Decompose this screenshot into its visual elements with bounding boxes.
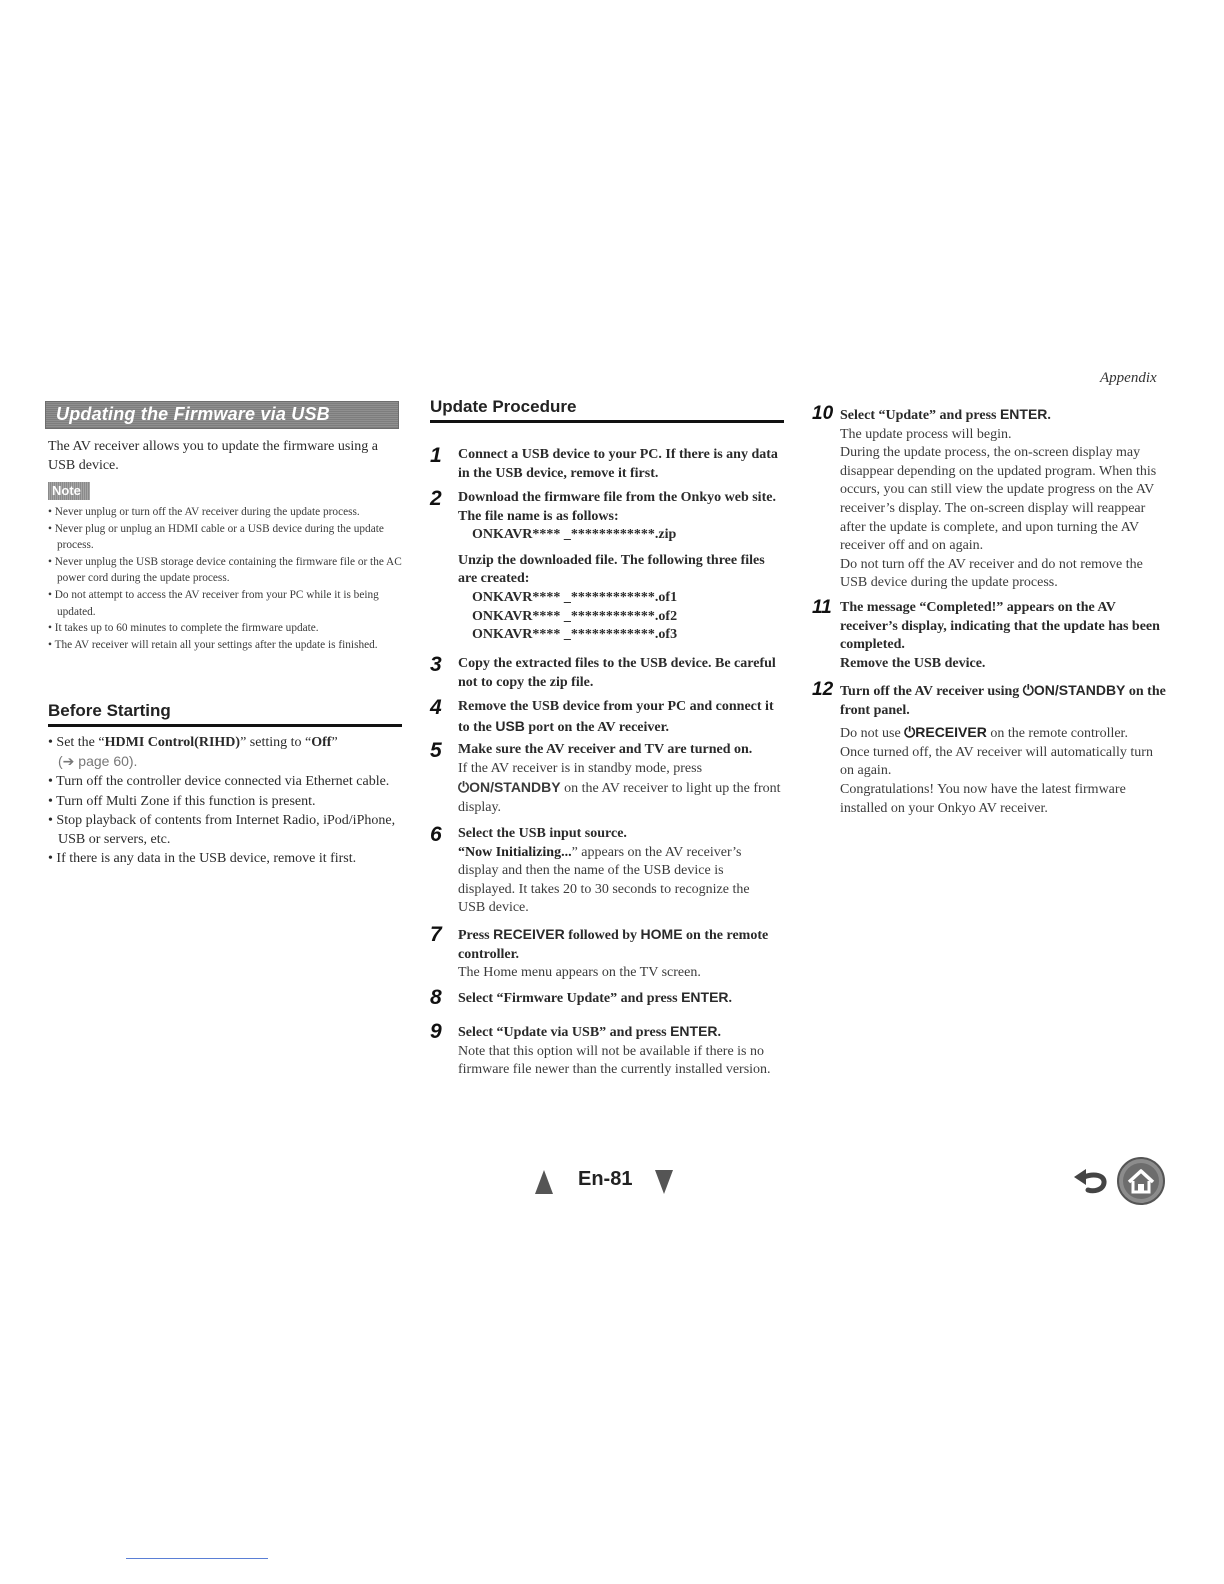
text: Select “Firmware Update” and press [458, 991, 682, 1006]
heading-rule [430, 420, 784, 423]
next-page-icon[interactable] [655, 1170, 673, 1194]
step-text: The Home menu appears on the TV screen. [458, 965, 701, 981]
heading-rule [48, 724, 402, 727]
text: . [728, 991, 733, 1006]
section-title: Updating the Firmware via USB [56, 404, 330, 424]
step-title [840, 405, 1168, 426]
step-title [840, 681, 1168, 720]
step-text [840, 723, 1168, 744]
notes-list [48, 504, 402, 653]
note-item: • It takes up to 60 minutes to complete the firmware update. [48, 622, 319, 635]
step-number: 11 [812, 597, 832, 618]
step-number: 1 [430, 444, 442, 467]
previous-page-icon[interactable] [535, 1170, 553, 1194]
key-label: USB [495, 717, 525, 734]
step-text: During the update process, the on-screen display may disappear depending on the updated program. When this occurs, you can still view the update progress on the AV receiver’s display. The on-screen display will reappear after the update is complete, and upon turning the AV receiver off and on again. [840, 445, 1157, 554]
text: . [1047, 408, 1051, 423]
step-number: 2 [430, 487, 442, 510]
step-number: 7 [430, 923, 442, 946]
step-title: Download the firmware file from the Onkyo web site. The file name is as follows: [458, 490, 776, 524]
page-navigation [535, 1167, 675, 1197]
step-title: Unzip the downloaded file. The following three files are created: [458, 552, 765, 587]
text: • Set the “ [48, 735, 105, 750]
update-procedure-heading: Update Procedure [430, 397, 577, 416]
step-number: 10 [812, 403, 834, 424]
step-number: 8 [430, 986, 442, 1009]
text: . [717, 1025, 722, 1040]
text: Select “Update” and press [840, 408, 1000, 423]
step-title: Remove the USB device. [840, 655, 986, 671]
note-item: • Do not attempt to access the AV receiver from your PC while it is being updated. [48, 588, 379, 618]
page-number: En-81 [578, 1168, 633, 1190]
list-item: • If there is any data in the USB device, remove it first. [48, 851, 357, 867]
note-badge [48, 482, 90, 500]
page-link[interactable]: (➔ page 60). [58, 753, 138, 770]
list-item: • Turn off Multi Zone if this function is present. [48, 793, 316, 809]
text: Press [458, 928, 494, 943]
step-text: Congratulations! You now have the latest firmware installed on your Onkyo AV receiver. [840, 781, 1126, 816]
step-title [458, 1022, 786, 1043]
step-text: Do not turn off the AV receiver and do not remove the USB device during the update process. [840, 556, 1143, 591]
text: on the front panel. [840, 684, 1166, 718]
step-text: Note that this option will not be available if there is no firmware file newer than the currently installed version. [458, 1043, 771, 1078]
note-item: • The AV receiver will retain all your settings after the update is finished. [48, 638, 378, 651]
step-number: 3 [430, 653, 442, 676]
step-title [458, 698, 786, 737]
before-starting-list [48, 733, 400, 868]
key-label: HOME [640, 926, 683, 942]
text: ” setting to “ [240, 735, 312, 750]
step-title: Connect a USB device to your PC. If there is any data in the USB device, remove it first. [458, 447, 778, 481]
intro-paragraph: The AV receiver allows you to update the firmware using a USB device. [48, 439, 378, 473]
section-label: Appendix [1100, 370, 1157, 386]
back-icon[interactable] [1072, 1165, 1108, 1195]
step-title: Copy the extracted files to the USB device. Be careful not to copy the zip file. [458, 656, 776, 690]
key-label: ENTER [670, 1023, 718, 1039]
list-item: • Stop playback of contents from Internet Radio, iPod/iPhone, USB or servers, etc. [48, 812, 396, 848]
before-starting-heading: Before Starting [48, 701, 171, 720]
text: Do not use [840, 726, 905, 742]
text: on the remote controller. [986, 726, 1128, 742]
text: ” appears on the AV receiver’s display and then the name of the USB device is displayed. It takes 20 to 30 seconds to recognize the USB device. [458, 844, 750, 916]
note-item: • Never plug or unplug an HDMI cable or a USB device during the update process. [48, 522, 384, 552]
section-banner [45, 401, 399, 429]
step-number: 9 [430, 1020, 442, 1043]
step-title: The message “Completed!” appears on the AV receiver’s display, indicating that the update has been completed. [840, 600, 1160, 653]
step-title [458, 988, 786, 1009]
step-title: Make sure the AV receiver and TV are turned on. [458, 742, 753, 757]
key-label: RECEIVER [493, 926, 565, 942]
text: If the AV receiver is in standby mode, press [458, 760, 703, 776]
file-name: ONKAVR**** _************.of2 [472, 608, 678, 624]
key-label: ⏻ON/STANDBY [458, 779, 561, 796]
step-title: Select the USB input source. [458, 826, 627, 841]
step-number: 5 [430, 739, 442, 762]
step-number: 4 [430, 696, 442, 719]
key-label: ⏻ON/STANDBY [1022, 682, 1126, 698]
text: Select “Update via USB” and press [458, 1025, 671, 1040]
step-number: 12 [812, 679, 834, 700]
text: on the remote controller. [458, 928, 769, 962]
file-name: ONKAVR**** _************.zip [472, 527, 677, 543]
text: Turn off the AV receiver using [840, 684, 1023, 699]
text: Remove the USB device from your PC and connect it to the [458, 699, 774, 735]
step-text [458, 844, 776, 918]
step-text [458, 760, 786, 818]
setting-value: Off [311, 735, 332, 750]
note-label: Note [52, 483, 81, 498]
note-item: • Never unplug or turn off the AV receiver during the update process. [48, 506, 360, 518]
step-text: The update process will begin. [840, 426, 1012, 442]
text: followed by [564, 928, 641, 943]
home-icon[interactable] [1116, 1156, 1166, 1206]
step-text: Once turned off, the AV receiver will automatically turn on again. [840, 744, 1153, 779]
list-item: • Turn off the controller device connected via Ethernet cable. [48, 774, 390, 790]
step-number: 6 [430, 823, 442, 846]
message-text: “Now Initializing... [458, 844, 572, 860]
text: on the AV receiver to light up the front display. [458, 781, 781, 815]
key-label: ⏻RECEIVER [904, 724, 987, 741]
list-item [48, 733, 400, 772]
file-name: ONKAVR**** _************.of1 [472, 589, 678, 605]
file-name: ONKAVR**** _************.of3 [472, 627, 678, 643]
key-label: ENTER [681, 989, 729, 1005]
text: port on the AV receiver. [524, 719, 670, 735]
text: ” [331, 735, 338, 750]
divider-line [126, 1558, 268, 1559]
setting-name: HDMI Control(RIHD) [104, 735, 241, 750]
step-title [458, 925, 786, 964]
key-label: ENTER [999, 406, 1048, 422]
note-item: • Never unplug the USB storage device containing the firmware file or the AC power cord during the update process. [48, 555, 402, 585]
